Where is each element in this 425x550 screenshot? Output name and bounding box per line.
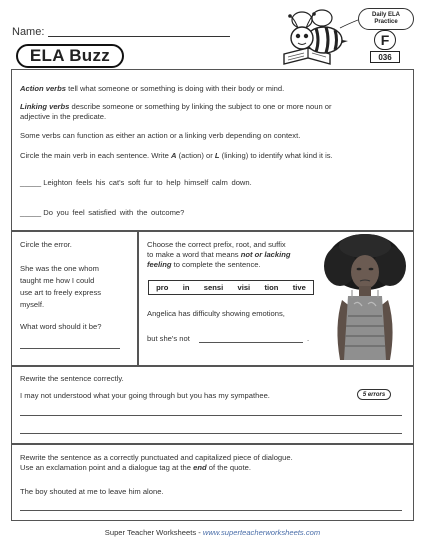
dialogue-instruction-2 <box>20 463 251 473</box>
footer <box>0 528 425 537</box>
word-parts-instruction-2-pre: to make a word that means <box>147 250 239 259</box>
word-parts-emphasis-2: feeling <box>147 260 172 269</box>
bee-reading-book-icon <box>276 6 358 70</box>
word-parts-instruction-3-post: to complete the sentence. <box>173 260 261 269</box>
word-answer-line[interactable] <box>20 348 120 349</box>
linking-verbs-text-2: adjective in the predicate. <box>20 112 107 121</box>
word-part-tion[interactable]: tion <box>264 283 279 292</box>
dialogue-instruction-2-pre: Use an exclamation point and a dialogue tag at the <box>20 463 191 472</box>
rewrite-sentence[interactable]: I may not understood what your going through but you has my sympathee. <box>20 391 270 400</box>
word-parts-emphasis-1: not or lacking <box>240 250 291 259</box>
action-verbs-paragraph <box>20 84 284 94</box>
girl-photo <box>318 234 412 364</box>
dialogue-instruction-2-post: of the quote. <box>208 463 251 472</box>
linking-verbs-paragraph <box>20 102 332 112</box>
word-parts-instruction-2 <box>147 250 291 260</box>
word-part-in[interactable]: in <box>182 283 190 292</box>
word-part-visi[interactable]: visi <box>237 283 251 292</box>
errors-count-badge: 5 errors <box>357 389 391 400</box>
question-2-blank[interactable]: _____ <box>20 208 42 217</box>
error-sentence-line-4[interactable]: myself. <box>20 300 45 309</box>
word-parts-sentence-2-post: . <box>307 334 310 343</box>
linking-verbs-text-1: describe someone or something by linking the subject to one or more noun or <box>71 102 332 111</box>
linking-verbs-term: Linking verbs <box>20 102 70 111</box>
dialogue-sentence[interactable]: The boy shouted at me to leave him alone. <box>20 487 164 496</box>
error-sentence-line-2[interactable]: taught me how I could <box>20 276 95 285</box>
question-1-blank[interactable]: _____ <box>20 178 42 187</box>
word-parts-answer-line[interactable] <box>199 342 303 343</box>
instruction-mid: (action) or <box>178 151 213 160</box>
footer-text: Super Teacher Worksheets - <box>104 528 203 537</box>
instruction-a: A <box>170 151 177 160</box>
footer-link[interactable]: www.superteacherworksheets.com <box>202 528 321 537</box>
action-verbs-text: tell what someone or something is doing with their body or mind. <box>68 84 285 93</box>
error-sentence-line-3[interactable]: use art to freely express <box>20 288 102 297</box>
word-part-tive[interactable]: tive <box>292 283 306 292</box>
word-parts-sentence-1: Angelica has difficulty showing emotions, <box>147 309 285 318</box>
circle-error-instruction: Circle the error. <box>20 240 72 249</box>
word-bank <box>148 280 314 295</box>
daily-line-1: Daily ELA <box>371 12 400 18</box>
error-sentence-line-1[interactable]: She was the one whom <box>20 264 99 273</box>
instruction-l: L <box>214 151 220 160</box>
word-part-sensi[interactable]: sensi <box>203 283 224 292</box>
name-line[interactable] <box>48 36 230 37</box>
worksheet-number-badge: 036 <box>370 51 400 63</box>
word-parts-sentence-2-pre: but she's not <box>147 334 190 343</box>
question-2-sentence[interactable]: Do you feel satisfied with the outcome? <box>43 208 185 217</box>
context-paragraph: Some verbs can function as either an action or a linking verb depending on context. <box>20 131 301 140</box>
dialogue-instruction-emphasis: end <box>193 463 207 472</box>
daily-practice-bubble <box>358 8 414 30</box>
word-parts-instruction-3 <box>147 260 261 270</box>
name-label: Name: <box>12 26 45 38</box>
word-parts-instruction-1: Choose the correct prefix, root, and suffix <box>147 240 286 249</box>
page-title: ELA Buzz <box>16 44 124 68</box>
instruction-post: (linking) to identify what kind it is. <box>221 151 333 160</box>
dialogue-instruction-1: Rewrite the sentence as a correctly punctuated and capitalized piece of dialogue. <box>20 453 293 462</box>
rewrite-answer-line-1[interactable] <box>20 415 402 416</box>
dialogue-answer-line[interactable] <box>20 510 402 511</box>
word-part-pro[interactable]: pro <box>156 283 169 292</box>
instruction-pre: Circle the main verb in each sentence. Write <box>20 151 169 160</box>
section-circle-error <box>11 231 138 366</box>
question-1 <box>20 178 252 188</box>
rewrite-instruction: Rewrite the sentence correctly. <box>20 374 124 383</box>
daily-line-2: Practice <box>374 19 398 25</box>
verb-instruction <box>20 151 333 161</box>
question-2 <box>20 208 184 218</box>
word-question: What word should it be? <box>20 322 102 331</box>
level-letter-badge: F <box>374 30 396 50</box>
question-1-sentence[interactable]: Leighton feels his cat's soft fur to help himself calm down. <box>43 178 252 187</box>
rewrite-answer-line-2[interactable] <box>20 433 402 434</box>
action-verbs-term: Action verbs <box>20 84 66 93</box>
